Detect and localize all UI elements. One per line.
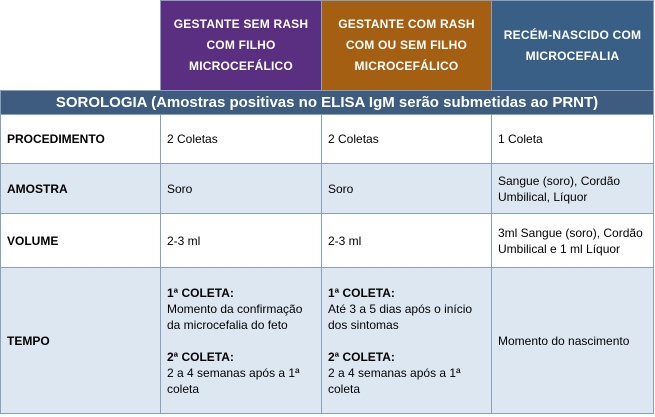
row-label-tempo: TEMPO (1, 268, 161, 414)
header-row (1, 1, 654, 91)
tempo-c1-second-text: 2 a 4 semanas após a 1ª coleta (167, 365, 300, 396)
cell-procedimento-c3: 1 Coleta (492, 115, 654, 164)
table-row-tempo (1, 268, 654, 414)
cell-tempo-c2 (322, 268, 492, 414)
table-row-amostra (1, 164, 654, 214)
cell-tempo-c3: Momento do nascimento (492, 268, 654, 414)
cell-volume-c2: 2-3 ml (322, 214, 492, 268)
header-gestante-sem-rash: GESTANTE SEM RASH COM FILHO MICROCEFÁLICO (161, 1, 322, 91)
cell-amostra-c3: Sangue (soro), Cordão Umbilical, Líquor (492, 164, 654, 214)
header-blank-cell (1, 1, 161, 91)
tempo-c1-first-text: Momento da confirmação da microcefalia do feto (167, 301, 303, 332)
cell-procedimento-c2: 2 Coletas (322, 115, 492, 164)
header-recem-nascido: RECÉM-NASCIDO COM MICROCEFALIA (492, 1, 654, 91)
tempo-c2-first-text: Até 3 a 5 dias após o início dos sintomas (328, 301, 473, 332)
row-label-procedimento: PROCEDIMENTO (1, 115, 161, 164)
row-label-volume: VOLUME (1, 214, 161, 268)
tempo-c2-second-text: 2 a 4 semanas após a 1ª coleta (328, 365, 461, 396)
cell-volume-c1: 2-3 ml (161, 214, 322, 268)
tempo-c1-second-heading: 2ª COLETA: (167, 349, 234, 364)
section-row (1, 91, 654, 115)
cell-volume-c3: 3ml Sangue (soro), Cordão Umbilical e 1 ml Líquor (492, 214, 654, 268)
section-title: SOROLOGIA (Amostras positivas no ELISA IgM serão submetidas ao PRNT) (1, 91, 654, 115)
header-gestante-com-rash: GESTANTE COM RASH COM OU SEM FILHO MICROCEFÁLICO (322, 1, 492, 91)
tempo-c2-first-heading: 1ª COLETA: (328, 285, 395, 300)
cell-amostra-c1: Soro (161, 164, 322, 214)
row-label-amostra: AMOSTRA (1, 164, 161, 214)
tempo-c1-first-heading: 1ª COLETA: (167, 285, 234, 300)
cell-amostra-c2: Soro (322, 164, 492, 214)
cell-tempo-c1 (161, 268, 322, 414)
table-row-procedimento (1, 115, 654, 164)
cell-procedimento-c1: 2 Coletas (161, 115, 322, 164)
tempo-c2-second-heading: 2ª COLETA: (328, 349, 395, 364)
spacer (167, 333, 315, 349)
table-row-volume (1, 214, 654, 268)
spacer (328, 333, 485, 349)
